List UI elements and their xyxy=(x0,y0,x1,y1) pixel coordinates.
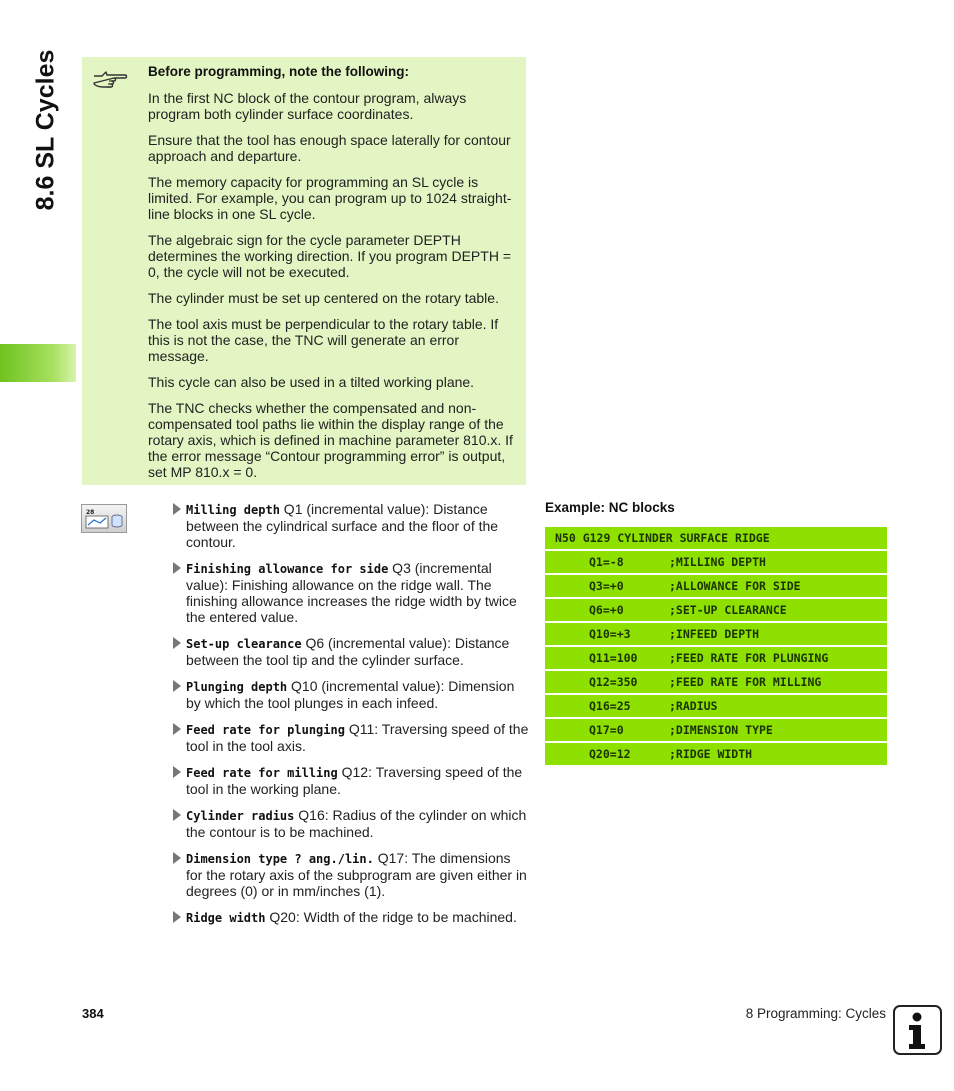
note-paragraph: The algebraic sign for the cycle parameter DEPTH determines the working direction. If you program DEPTH = 0, the cycle will not be executed. xyxy=(148,232,511,280)
note-paragraph: In the first NC block of the contour program, always program both cylinder surface coordinates. xyxy=(148,90,467,122)
nc-blocks-listing xyxy=(545,527,887,767)
arrow-right-icon xyxy=(173,680,181,692)
param-name: Ridge width xyxy=(186,911,266,925)
cycle-softkey-icon xyxy=(81,504,127,533)
chapter-tab-marker xyxy=(0,344,76,382)
param-name: Set-up clearance xyxy=(186,637,302,651)
note-paragraph: Ensure that the tool has enough space laterally for contour approach and departure. xyxy=(148,132,511,164)
nc-comment: ;MILLING DEPTH xyxy=(669,555,766,569)
param-description: Q1 (incremental value): Distance between the cylindrical surface and the floor of the contour. xyxy=(186,501,499,550)
nc-comment: ;FEED RATE FOR MILLING xyxy=(669,675,822,689)
arrow-right-icon xyxy=(173,562,181,574)
param-name: Plunging depth xyxy=(186,680,288,694)
nc-comment: ;ALLOWANCE FOR SIDE xyxy=(669,579,801,593)
nc-comment: ;FEED RATE FOR PLUNGING xyxy=(669,651,829,665)
note-paragraph: The cylinder must be set up centered on the rotary table. xyxy=(148,290,499,306)
arrow-right-icon xyxy=(173,637,181,649)
nc-param: Q6=+0 xyxy=(589,603,624,617)
param-name: Feed rate for milling xyxy=(186,766,338,780)
param-description: Q11: Traversing speed of the tool in the tool axis. xyxy=(186,721,529,754)
nc-row xyxy=(545,743,887,765)
param-description: Q17: The dimensions for the rotary axis of the subprogram are given either in degrees (0) or in mm/inches (1). xyxy=(186,850,527,899)
param-item xyxy=(172,764,530,797)
nc-row xyxy=(545,623,887,645)
note-paragraph: The TNC checks whether the compensated and non-compensated tool paths lie within the display range of the rotary axis, which is defined in machine parameter 810.x. If the error message “Contour programming error” is output, set MP 810.x = 0. xyxy=(148,400,513,480)
cylinder-surface-icon xyxy=(82,505,126,532)
param-description: Q20: Width of the ridge to be machined. xyxy=(265,909,517,925)
arrow-right-icon xyxy=(173,852,181,864)
nc-comment: ;DIMENSION TYPE xyxy=(669,723,773,737)
pointing-hand-icon xyxy=(92,67,128,93)
nc-param: Q17=0 xyxy=(589,723,624,737)
arrow-right-icon xyxy=(173,911,181,923)
param-item xyxy=(172,850,530,899)
param-name: Milling depth xyxy=(186,503,280,517)
param-description: Q16: Radius of the cylinder on which the contour is to be machined. xyxy=(186,807,527,840)
arrow-right-icon xyxy=(173,766,181,778)
arrow-right-icon xyxy=(173,723,181,735)
nc-block-text: N50 G129 CYLINDER SURFACE RIDGE xyxy=(555,531,770,545)
arrow-right-icon xyxy=(173,809,181,821)
arrow-right-icon xyxy=(173,503,181,515)
note-paragraph: The memory capacity for programming an SL cycle is limited. For example, you can program up to 1024 straight-line blocks in one SL cycle. xyxy=(148,174,512,222)
param-item xyxy=(172,678,530,711)
nc-param: Q3=+0 xyxy=(589,579,624,593)
cycle-parameters-list xyxy=(172,501,530,936)
info-i-glyph xyxy=(895,1007,940,1053)
nc-row xyxy=(545,647,887,669)
param-name: Cylinder radius xyxy=(186,809,295,823)
note-box xyxy=(82,57,526,485)
param-description: Q6 (incremental value): Distance between the tool tip and the cylinder surface. xyxy=(186,635,510,668)
param-item xyxy=(172,501,530,550)
nc-row xyxy=(545,695,887,717)
param-description: Q12: Traversing speed of the tool in the working plane. xyxy=(186,764,523,797)
nc-comment: ;RADIUS xyxy=(669,699,718,713)
footer-chapter-title: 8 Programming: Cycles xyxy=(745,1006,886,1021)
nc-block-header xyxy=(545,527,887,549)
info-icon xyxy=(893,1005,942,1055)
example-heading: Example: NC blocks xyxy=(545,500,675,515)
nc-row xyxy=(545,671,887,693)
nc-comment: ;RIDGE WIDTH xyxy=(669,747,753,761)
param-item xyxy=(172,635,530,668)
param-item xyxy=(172,721,530,754)
nc-row xyxy=(545,599,887,621)
section-title xyxy=(22,30,70,230)
param-description: Q10 (incremental value): Dimension by which the tool plunges in each infeed. xyxy=(186,678,515,711)
nc-comment: ;INFEED DEPTH xyxy=(669,627,760,641)
nc-row xyxy=(545,719,887,741)
param-item xyxy=(172,807,530,840)
nc-comment: ;SET-UP CLEARANCE xyxy=(669,603,787,617)
param-name: Feed rate for plunging xyxy=(186,723,345,737)
param-name: Finishing allowance for side xyxy=(186,562,389,576)
nc-param: Q11=100 xyxy=(589,651,638,665)
note-paragraph: The tool axis must be perpendicular to the rotary table. If this is not the case, the TNC will generate an error message. xyxy=(148,316,499,364)
note-heading: Before programming, note the following: xyxy=(148,64,409,79)
nc-row xyxy=(545,551,887,573)
param-item xyxy=(172,909,530,926)
param-item xyxy=(172,560,530,625)
nc-param: Q12=350 xyxy=(589,675,638,689)
nc-param: Q20=12 xyxy=(589,747,631,761)
cycle-icon-label: 28 xyxy=(86,509,95,516)
param-name: Dimension type ? ang./lin. xyxy=(186,852,374,866)
param-description: Q3 (incremental value): Finishing allowance on the ridge wall. The finishing allowance increases the ridge width by twice the entered value. xyxy=(186,560,517,625)
section-title-text: 8.6 SL Cycles xyxy=(31,49,60,211)
note-paragraphs xyxy=(148,90,522,490)
nc-param: Q1=-8 xyxy=(589,555,624,569)
nc-param: Q10=+3 xyxy=(589,627,631,641)
nc-row xyxy=(545,575,887,597)
nc-param: Q16=25 xyxy=(589,699,631,713)
note-paragraph: This cycle can also be used in a tilted working plane. xyxy=(148,374,475,390)
page-number: 384 xyxy=(82,1006,104,1021)
